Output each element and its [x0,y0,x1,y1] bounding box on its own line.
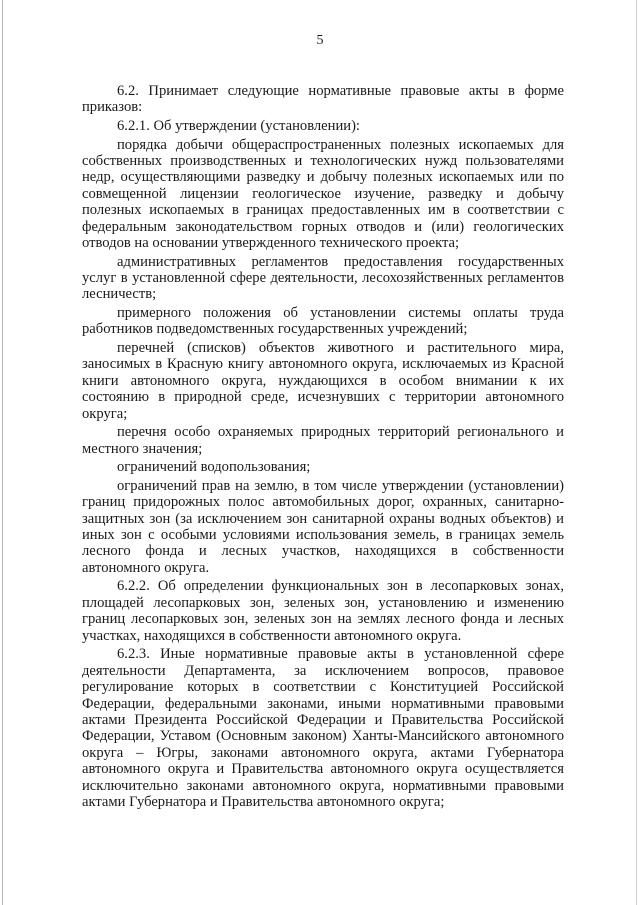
paragraph-6-2: 6.2. Принимает следующие нормативные правовые акты в форме приказов: [82,83,564,116]
scan-edge-right [636,0,637,905]
paragraph-water-use: ограничений водопользования; [117,459,311,476]
paragraph-6-2-3: 6.2.3. Иные нормативные правовые акты в установленной сфере деятельности Департамента, за исключением вопросов, правовое регулирование которых в соответствии с Конституцией Российской Федерации, федеральными законами, иными нормативными правовыми актами Президента Российской Федерации и Правительства Российской Федерации, Уставом (Основным законом) Ханты-Мансийского автономного округа – Югры, законами автономного округа, актами Губернатора автономного округа и Правительства автономного округа осуществляется исключительно законами автономного округа, нормативными правовыми актами Губернатора и Правительства автономного округа; [82,646,564,810]
page-number: 5 [316,33,324,48]
paragraph-land-restrictions: ограничений прав на землю, в том числе утверждении (установлении) границ придорожных полос автомобильных дорог, охранных, санитарно-защитных зон (за исключением зон санитарной охраны водных объектов) и иных зон с особыми условиями использования земель, в границах земель лесного фонда и лесных участков, находящихся в собственности автономного округа. [82,477,564,576]
paragraph-protected-areas: перечня особо охраняемых природных территорий регионального и местного значения; [82,424,564,457]
paragraph-pay-system: примерного положения об установлении системы оплаты труда работников подведомственных государственных учреждений; [82,305,564,338]
paragraph-6-2-1: 6.2.1. Об утверждении (установлении): [117,118,360,134]
document-body [82,83,564,813]
paragraph-red-book: перечней (списков) объектов животного и растительного мира, заносимых в Красную книгу автономного округа, исключаемых из Красной книги автономного округа, нуждающихся в особом внимании к их состоянию в природной среде, исчезнувших с территории автономного округа; [82,340,564,422]
paragraph-6-2-2: 6.2.2. Об определении функциональных зон в лесопарковых зонах, площадей лесопарковых зон, зеленых зон, установлению и изменению границ лесопарковых зон, зеленых зон на землях лесного фонда и лесных участках, находящихся в собственности автономного округа. [82,578,564,644]
scan-edge-left [2,0,3,905]
paragraph-admin-regulations: административных регламентов предоставления государственных услуг в установленной сфере деятельности, лесохозяйственных регламентов лесничеств; [82,253,564,303]
paragraph-mining-order: порядка добычи общераспространенных полезных ископаемых для собственных производственных и технологических нужд пользователями недр, осуществляющими разведку и добычу полезных ископаемых или по совмещенной лицензии геологическое изучение, разведку и добычу полезных ископаемых в границах предоставленных им в соответствии с федеральным законодательством горных отводов и (или) геологических отводов на основании утвержденного технического проекта; [82,136,564,252]
